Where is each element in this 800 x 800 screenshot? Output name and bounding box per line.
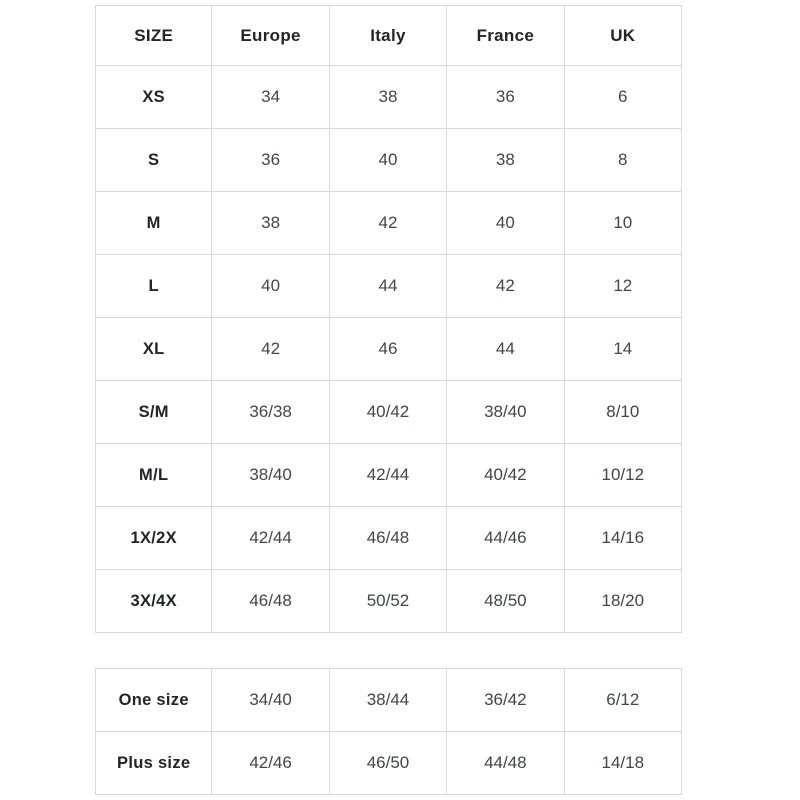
france-value: 44 — [447, 318, 564, 381]
france-value: 36/42 — [447, 669, 564, 732]
france-value: 40/42 — [447, 444, 564, 507]
size-label: XL — [96, 318, 212, 381]
col-header-size: SIZE — [96, 6, 212, 66]
europe-value: 42 — [212, 318, 329, 381]
france-value: 48/50 — [447, 570, 564, 633]
europe-value: 36 — [212, 129, 329, 192]
italy-value: 40/42 — [329, 381, 446, 444]
europe-value: 42/44 — [212, 507, 329, 570]
europe-value: 38/40 — [212, 444, 329, 507]
uk-value: 8 — [564, 129, 681, 192]
europe-value: 46/48 — [212, 570, 329, 633]
table-row-1x2x — [96, 507, 682, 570]
size-label: S — [96, 129, 212, 192]
europe-value: 42/46 — [212, 732, 329, 795]
france-value: 36 — [447, 66, 564, 129]
table-row-l — [96, 255, 682, 318]
italy-value: 38/44 — [329, 669, 446, 732]
france-value: 42 — [447, 255, 564, 318]
italy-value: 42/44 — [329, 444, 446, 507]
col-header-italy: Italy — [329, 6, 446, 66]
italy-value: 50/52 — [329, 570, 446, 633]
table-row-s — [96, 129, 682, 192]
uk-value: 6/12 — [564, 669, 681, 732]
size-label: S/M — [96, 381, 212, 444]
uk-value: 10 — [564, 192, 681, 255]
france-value: 44/48 — [447, 732, 564, 795]
italy-value: 44 — [329, 255, 446, 318]
col-header-france: France — [447, 6, 564, 66]
europe-value: 34 — [212, 66, 329, 129]
size-conversion-table — [95, 5, 682, 633]
france-value: 38/40 — [447, 381, 564, 444]
italy-value: 46/48 — [329, 507, 446, 570]
col-header-uk: UK — [564, 6, 681, 66]
table-row-plus-size — [96, 732, 682, 795]
size-label: M/L — [96, 444, 212, 507]
table-row-one-size — [96, 669, 682, 732]
table-row-xl — [96, 318, 682, 381]
size-label: L — [96, 255, 212, 318]
special-sizes-table — [95, 668, 682, 795]
table-row-m — [96, 192, 682, 255]
france-value: 44/46 — [447, 507, 564, 570]
uk-value: 14 — [564, 318, 681, 381]
italy-value: 46 — [329, 318, 446, 381]
europe-value: 38 — [212, 192, 329, 255]
europe-value: 34/40 — [212, 669, 329, 732]
col-header-europe: Europe — [212, 6, 329, 66]
header-row — [96, 6, 682, 66]
uk-value: 14/18 — [564, 732, 681, 795]
table-row-xs — [96, 66, 682, 129]
france-value: 38 — [447, 129, 564, 192]
size-label: M — [96, 192, 212, 255]
table-row-sm — [96, 381, 682, 444]
france-value: 40 — [447, 192, 564, 255]
europe-value: 36/38 — [212, 381, 329, 444]
italy-value: 38 — [329, 66, 446, 129]
italy-value: 40 — [329, 129, 446, 192]
italy-value: 46/50 — [329, 732, 446, 795]
uk-value: 10/12 — [564, 444, 681, 507]
uk-value: 18/20 — [564, 570, 681, 633]
uk-value: 12 — [564, 255, 681, 318]
size-label: 3X/4X — [96, 570, 212, 633]
uk-value: 6 — [564, 66, 681, 129]
size-label: XS — [96, 66, 212, 129]
table-row-ml — [96, 444, 682, 507]
uk-value: 14/16 — [564, 507, 681, 570]
italy-value: 42 — [329, 192, 446, 255]
uk-value: 8/10 — [564, 381, 681, 444]
europe-value: 40 — [212, 255, 329, 318]
size-label: One size — [96, 669, 212, 732]
table-row-3x4x — [96, 570, 682, 633]
size-label: 1X/2X — [96, 507, 212, 570]
size-label: Plus size — [96, 732, 212, 795]
